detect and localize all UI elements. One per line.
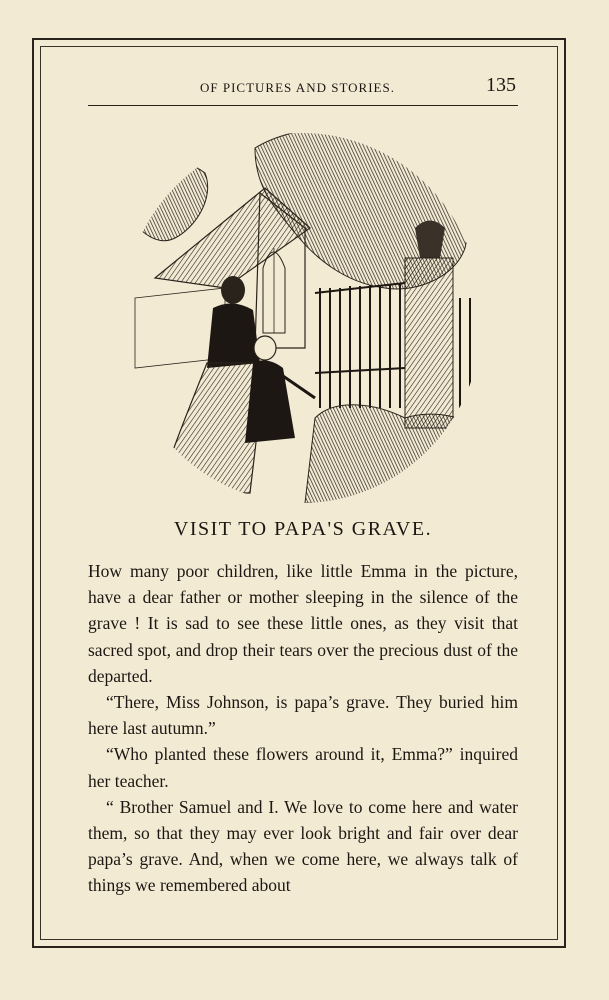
child-body (245, 360, 295, 443)
page-number: 135 (486, 74, 516, 96)
paragraph-2: “There, Miss Johnson, is papa’s grave. They buried him here last autumn.” (88, 692, 518, 739)
page-header (88, 72, 518, 102)
urn (415, 221, 445, 259)
paragraph-3: “Who planted these flowers around it, Emma?” inquired her teacher. (88, 744, 518, 791)
monument-pillar (405, 258, 453, 428)
paragraph-1: How many poor children, like little Emma in the picture, have a dear father or mother sleeping in the silence of the grave ! It is sad to see these little ones, as they visit that sacred spot, and drop their tears over the precious dust of the departed. (88, 561, 518, 686)
paragraph-4: “ Brother Samuel and I. We love to come here and water them, so that they may ever look bright and fair over dear papa’s grave. And, when we come here, we always talk of things we remembered about (88, 796, 518, 896)
left-tree (125, 159, 208, 241)
child-head (254, 336, 276, 360)
engraving-illustration (115, 118, 490, 503)
grave-foliage (305, 405, 490, 503)
header-rule (88, 105, 518, 106)
body-text (88, 558, 518, 899)
running-head: OF PICTURES AND STORIES. (200, 80, 395, 95)
chapter-title: VISIT TO PAPA'S GRAVE. (173, 518, 433, 540)
woman-head (221, 276, 245, 304)
woman-skirt (160, 363, 261, 493)
woman-shawl (207, 303, 260, 368)
